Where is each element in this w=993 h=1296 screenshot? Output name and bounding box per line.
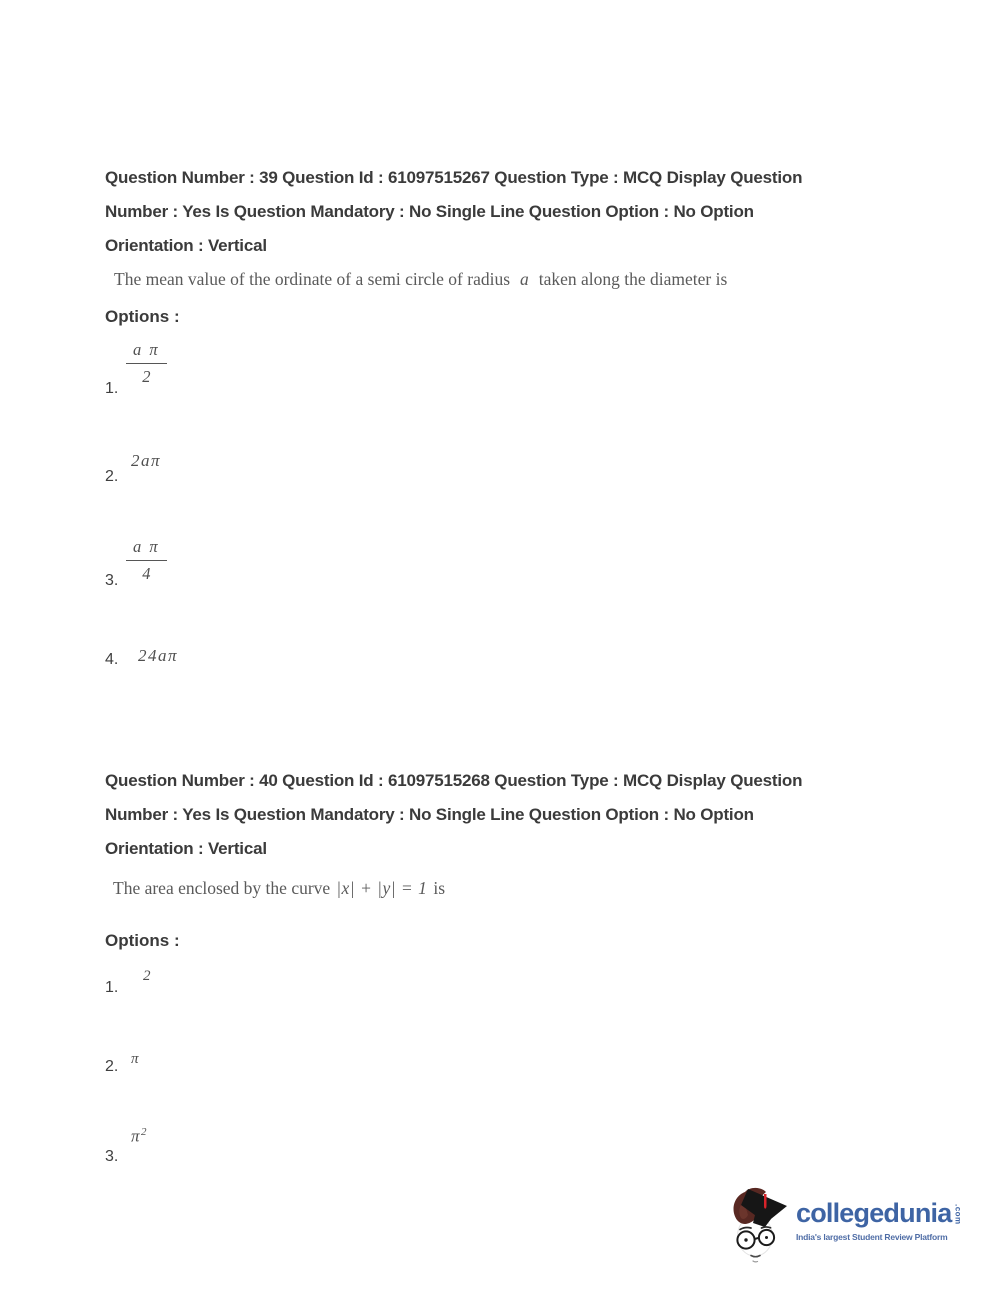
question-39-header bbox=[105, 161, 802, 263]
question-39-option-4-formula: 24aπ bbox=[138, 646, 179, 665]
question-40-options-label: Options : bbox=[105, 931, 180, 950]
question-39-option-2-label: 2. bbox=[105, 468, 119, 485]
question-39-text-after: taken along the diameter is bbox=[538, 269, 728, 289]
question-40-header-line-2: Number : Yes Is Question Mandatory : No Single Line Question Option : No Option bbox=[105, 805, 754, 824]
question-40-option-2-formula: π bbox=[131, 1051, 141, 1067]
question-40-option-1-label: 1. bbox=[105, 979, 119, 996]
brand-wordmark: collegedunia bbox=[796, 1198, 952, 1228]
question-40-option-3-formula bbox=[131, 1126, 147, 1147]
question-40-formula: |x| + |y| = 1 bbox=[336, 878, 428, 898]
question-39-text-before: The mean value of the ordinate of a semi circle of radius bbox=[114, 269, 511, 289]
brand-tld: .com bbox=[953, 1204, 963, 1225]
question-40-header bbox=[105, 764, 802, 866]
question-39-variable: a bbox=[520, 269, 529, 289]
brand-tagline: India's largest Student Review Platform bbox=[796, 1232, 948, 1242]
question-39-option-1-label: 1. bbox=[105, 380, 119, 397]
question-39-option-2-formula: 2aπ bbox=[131, 451, 162, 470]
fraction-denominator: 2 bbox=[142, 367, 151, 386]
brand-text-block bbox=[796, 1185, 962, 1242]
question-39-option-3-formula bbox=[126, 537, 167, 584]
question-39-option-3-label: 3. bbox=[105, 572, 119, 589]
collegedunia-logo bbox=[731, 1185, 962, 1268]
question-40-option-2-label: 2. bbox=[105, 1058, 119, 1075]
question-40-text-after: is bbox=[433, 878, 446, 898]
question-40-option-1-formula: 2 bbox=[143, 968, 152, 984]
question-40-header-line-3: Orientation : Vertical bbox=[105, 839, 267, 858]
power-base: π bbox=[131, 1126, 142, 1146]
question-39-header-line-3: Orientation : Vertical bbox=[105, 236, 267, 255]
question-39-option-1-formula bbox=[126, 340, 167, 387]
question-39-header-line-2: Number : Yes Is Question Mandatory : No Single Line Question Option : No Option bbox=[105, 202, 754, 221]
question-40-text-before: The area enclosed by the curve bbox=[113, 878, 331, 898]
question-39-text bbox=[114, 269, 727, 290]
question-39-header-line-1: Question Number : 39 Question Id : 61097515267 Question Type : MCQ Display Question bbox=[105, 168, 803, 187]
question-40-header-line-1: Question Number : 40 Question Id : 61097515268 Question Type : MCQ Display Question bbox=[105, 771, 803, 790]
question-39-options-label: Options : bbox=[105, 307, 180, 326]
question-40-text bbox=[113, 878, 445, 899]
power-exponent: 2 bbox=[141, 1126, 147, 1138]
question-39-option-4-label: 4. bbox=[105, 651, 119, 668]
fraction-denominator: 4 bbox=[142, 564, 151, 583]
fraction-numerator: a π bbox=[126, 340, 167, 364]
question-40-option-3-label: 3. bbox=[105, 1148, 119, 1165]
collegedunia-mascot-icon bbox=[731, 1185, 793, 1268]
fraction-numerator: a π bbox=[126, 537, 167, 561]
